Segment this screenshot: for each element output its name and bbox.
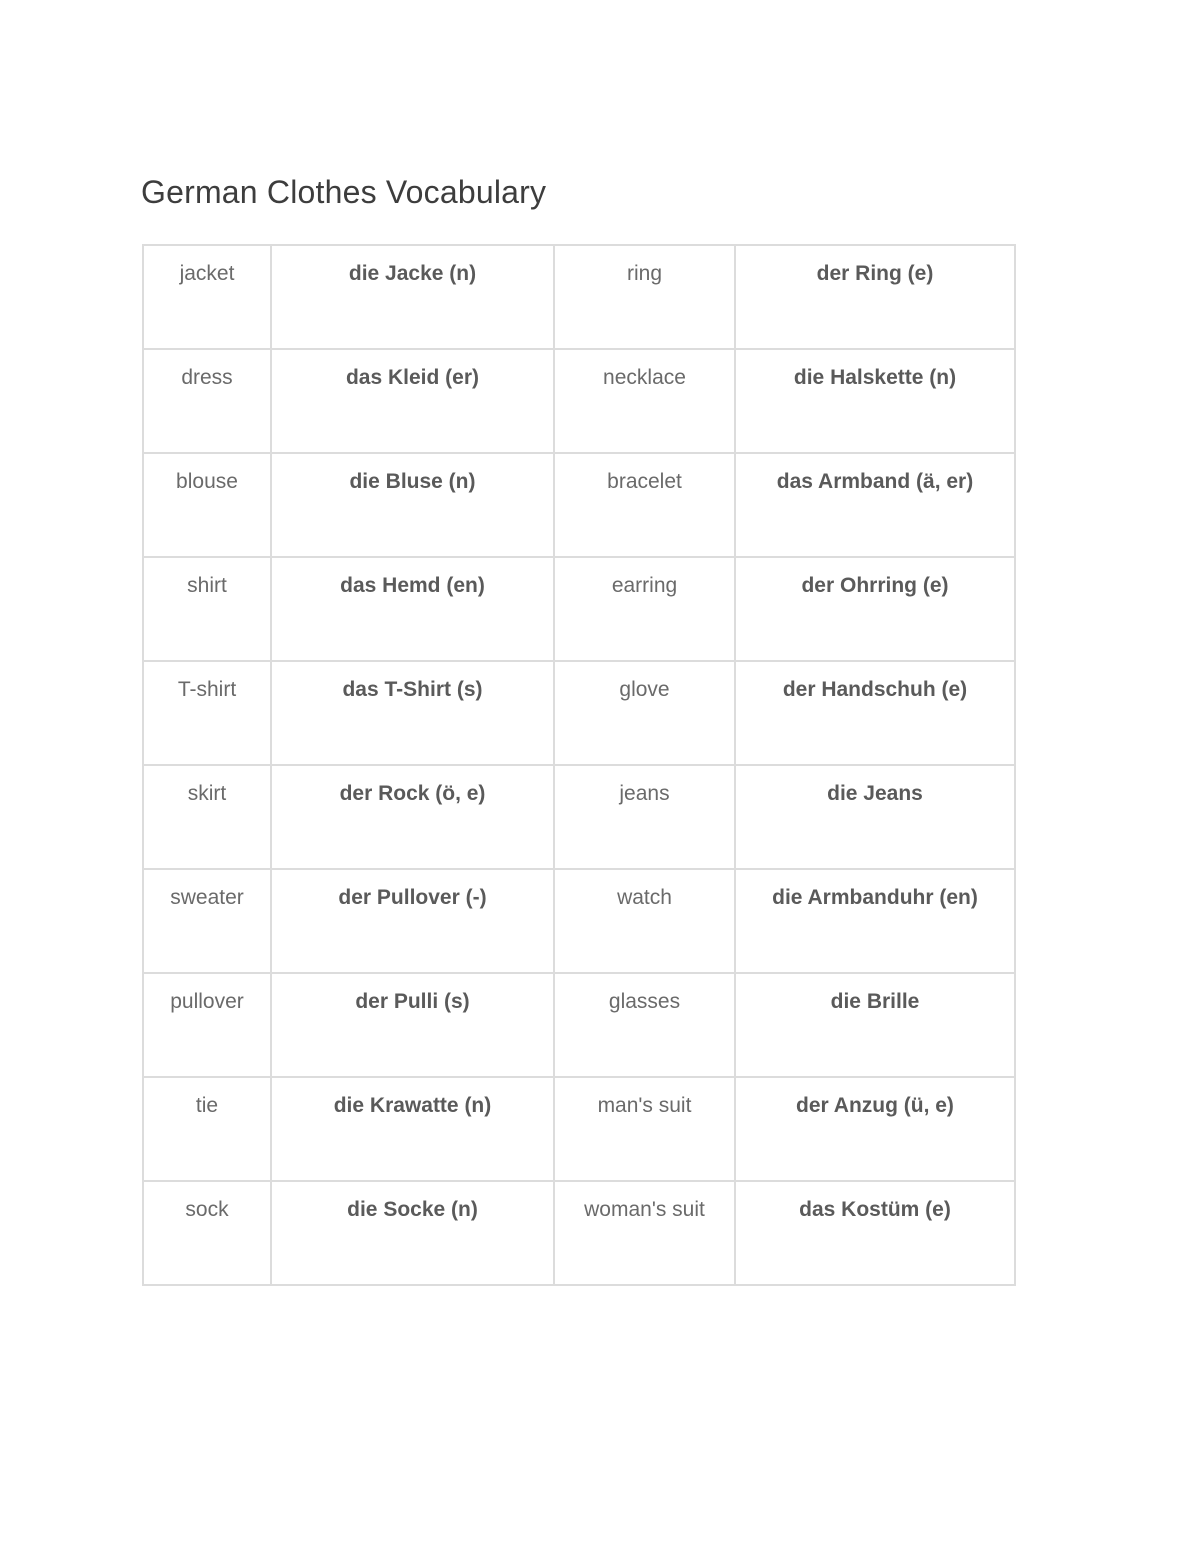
table-row: [143, 557, 1015, 661]
german-word: das T-Shirt (s): [271, 661, 554, 765]
english-word: jeans: [554, 765, 735, 869]
english-word: skirt: [143, 765, 271, 869]
english-word: sock: [143, 1181, 271, 1285]
german-word: das Hemd (en): [271, 557, 554, 661]
german-word: der Pulli (s): [271, 973, 554, 1077]
german-word: die Socke (n): [271, 1181, 554, 1285]
table-row: [143, 1077, 1015, 1181]
english-word: dress: [143, 349, 271, 453]
english-word: jacket: [143, 245, 271, 349]
english-word: glasses: [554, 973, 735, 1077]
german-word: die Halskette (n): [735, 349, 1015, 453]
german-word: die Brille: [735, 973, 1015, 1077]
english-word: shirt: [143, 557, 271, 661]
english-word: bracelet: [554, 453, 735, 557]
german-word: die Jeans: [735, 765, 1015, 869]
table-row: [143, 765, 1015, 869]
english-word: woman's suit: [554, 1181, 735, 1285]
table-row: [143, 245, 1015, 349]
english-word: sweater: [143, 869, 271, 973]
german-word: der Handschuh (e): [735, 661, 1015, 765]
english-word: ring: [554, 245, 735, 349]
german-word: das Kostüm (e): [735, 1181, 1015, 1285]
table-row: [143, 869, 1015, 973]
english-word: tie: [143, 1077, 271, 1181]
table-row: [143, 453, 1015, 557]
vocabulary-table: [142, 244, 1016, 1286]
english-word: necklace: [554, 349, 735, 453]
german-word: die Jacke (n): [271, 245, 554, 349]
german-word: die Krawatte (n): [271, 1077, 554, 1181]
german-word: der Ohrring (e): [735, 557, 1015, 661]
english-word: T-shirt: [143, 661, 271, 765]
table-row: [143, 1181, 1015, 1285]
german-word: der Ring (e): [735, 245, 1015, 349]
german-word: der Rock (ö, e): [271, 765, 554, 869]
english-word: man's suit: [554, 1077, 735, 1181]
english-word: watch: [554, 869, 735, 973]
table-row: [143, 973, 1015, 1077]
table-row: [143, 661, 1015, 765]
german-word: die Armbanduhr (en): [735, 869, 1015, 973]
german-word: der Pullover (-): [271, 869, 554, 973]
german-word: das Armband (ä, er): [735, 453, 1015, 557]
table-row: [143, 349, 1015, 453]
english-word: earring: [554, 557, 735, 661]
german-word: die Bluse (n): [271, 453, 554, 557]
english-word: pullover: [143, 973, 271, 1077]
english-word: glove: [554, 661, 735, 765]
page-title: German Clothes Vocabulary: [141, 174, 547, 210]
english-word: blouse: [143, 453, 271, 557]
german-word: der Anzug (ü, e): [735, 1077, 1015, 1181]
german-word: das Kleid (er): [271, 349, 554, 453]
